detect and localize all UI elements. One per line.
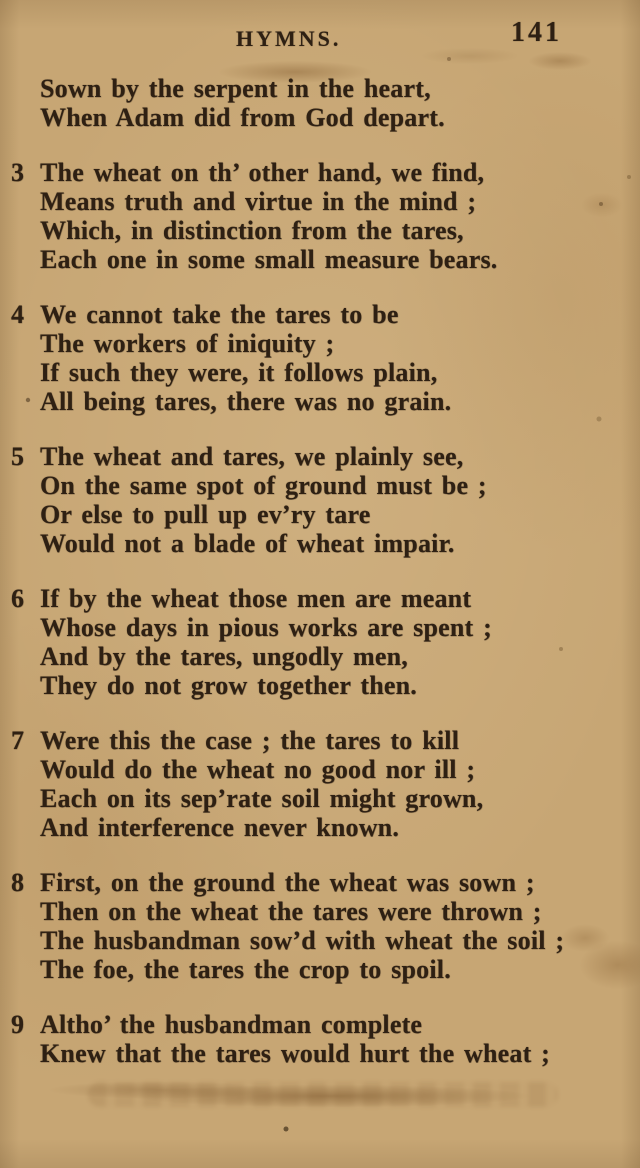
verse-line: Means truth and virtue in the mind ; bbox=[40, 187, 477, 216]
verse-line: Sown by the serpent in the heart, bbox=[40, 74, 431, 103]
stanza bbox=[6, 74, 636, 132]
verse-line: Which, in distinction from the tares, bbox=[40, 216, 464, 245]
verse-line: First, on the ground the wheat was sown ; bbox=[40, 868, 535, 897]
verse-number bbox=[6, 74, 40, 132]
verse-line: Then on the wheat the tares were thrown ; bbox=[40, 897, 542, 926]
ink-bleedthrough bbox=[88, 1082, 558, 1107]
verse-line: Would do the wheat no good nor ill ; bbox=[40, 755, 476, 784]
verse-lines bbox=[40, 1010, 636, 1068]
verse-line: If by the wheat those men are meant bbox=[40, 584, 472, 613]
verse-line: The workers of iniquity ; bbox=[40, 329, 335, 358]
running-head bbox=[0, 17, 640, 56]
verse-line: Altho’ the husbandman complete bbox=[40, 1010, 423, 1039]
stanza bbox=[6, 442, 636, 558]
verse-line: We cannot take the tares to be bbox=[40, 300, 399, 329]
stanza bbox=[6, 868, 636, 984]
verse-lines bbox=[40, 300, 636, 416]
verse-number: 8 bbox=[11, 868, 25, 897]
verse-line: The foe, the tares the crop to spoil. bbox=[40, 955, 451, 984]
verse-number: 4 bbox=[11, 300, 25, 329]
stanza bbox=[6, 1010, 636, 1068]
stanza bbox=[6, 300, 636, 416]
verse-line: And by the tares, ungodly men, bbox=[40, 642, 408, 671]
verse-line: All being tares, there was no grain. bbox=[40, 387, 452, 416]
verse-line: On the same spot of ground must be ; bbox=[40, 471, 487, 500]
verse-line: The wheat and tares, we plainly see, bbox=[40, 442, 464, 471]
verse-lines bbox=[40, 868, 636, 984]
verse-line: Or else to pull up ev’ry tare bbox=[40, 500, 371, 529]
verse-line: Whose days in pious works are spent ; bbox=[40, 613, 492, 642]
hymn-stanzas bbox=[6, 74, 636, 1094]
verse-line: Would not a blade of wheat impair. bbox=[40, 529, 455, 558]
verse-number: 5 bbox=[11, 442, 25, 471]
verse-line: The wheat on th’ other hand, we find, bbox=[40, 158, 485, 187]
verse-lines bbox=[40, 158, 636, 274]
verse-line: They do not grow together then. bbox=[40, 671, 418, 700]
verse-number: 7 bbox=[11, 726, 25, 755]
verse-number: 9 bbox=[11, 1010, 25, 1039]
stanza bbox=[6, 726, 636, 842]
page-number: 141 bbox=[511, 17, 562, 48]
stanza bbox=[6, 584, 636, 700]
verse-line: Each on its sep’rate soil might grown, bbox=[40, 784, 484, 813]
verse-number: 3 bbox=[11, 158, 25, 187]
verse-line: Knew that the tares would hurt the wheat ; bbox=[40, 1039, 551, 1068]
verse-lines bbox=[40, 442, 636, 558]
verse-line: When Adam did from God depart. bbox=[40, 103, 445, 132]
stanza bbox=[6, 158, 636, 274]
verse-line: And interference never known. bbox=[40, 813, 400, 842]
paper-specks bbox=[0, 0, 2, 2]
verse-line: Each one in some small measure bears. bbox=[40, 245, 498, 274]
verse-number: 6 bbox=[11, 584, 25, 613]
verse-lines bbox=[40, 74, 636, 132]
verse-lines bbox=[40, 726, 636, 842]
verse-line: If such they were, it follows plain, bbox=[40, 358, 438, 387]
running-title: HYMNS. bbox=[236, 26, 342, 51]
verse-line: Were this the case ; the tares to kill bbox=[40, 726, 460, 755]
verse-line: The husbandman sow’d with wheat the soil ; bbox=[40, 926, 565, 955]
verse-lines bbox=[40, 584, 636, 700]
